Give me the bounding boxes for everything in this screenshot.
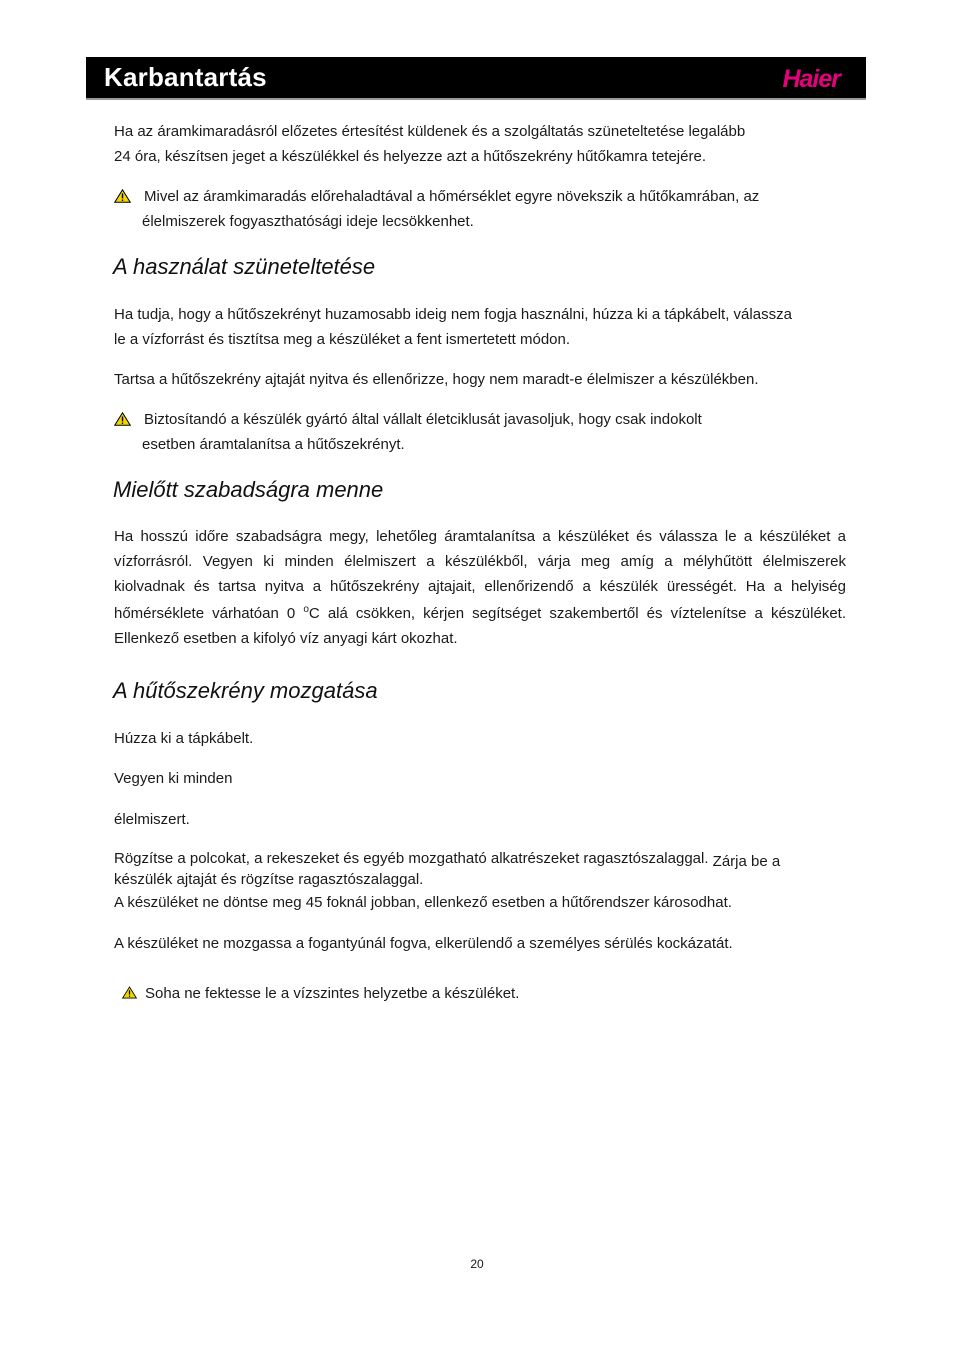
intro-paragraph: Ha az áramkimaradásról előzetes értesítést küldenek és a szolgáltatás szüneteltetése legalább 24 óra, készítsen jeget a készülékkel és helyezze azt a hűtőszekrény hűtőkamra tetejére.	[114, 123, 746, 165]
haier-logo: Haier	[782, 65, 840, 93]
moving-step-5: A készüléket ne döntse meg 45 foknál jobban, ellenkező esetben a hűtőrendszer károsodhat.	[114, 894, 732, 911]
moving-step-3: élelmiszert.	[114, 811, 190, 828]
moving-step-6: A készüléket ne mozgassa a fogantyúnál fogva, elkerülendő a személyes sérülés kockázatát.	[114, 935, 733, 952]
section2-paragraph: Ha hosszú időre szabadságra megy, lehetőleg áramtalanítsa a készüléket és válassza le a készüléket a vízforrásról. Vegyen ki minden élelmiszert a készülékből, várja meg amíg a mélyhűtött élelmiszerek kiolvadnak és tartsa nyitva a hűtőszekrény ajtajait, ellenőrizendő a készülék ürességét. Ha a helyiség hőmérséklete várhatóan 0 $^o$C alá csökken, kérjen segítséget szakembertől és víztelenítse a készüléket. Ellenkező esetben a kifolyó víz anyagi kárt okozhat.	[114, 528, 846, 647]
moving-step-1: Húzza ki a tápkábelt.	[114, 730, 254, 747]
warning-icon	[114, 412, 131, 426]
moving-step-2: Vegyen ki minden	[114, 770, 233, 787]
moving-step-4: Rögzítse a polcokat, a rekeszeket és egyéb mozgatható alkatrészeket ragasztószalaggal. Zárja be a készülék ajtaját és rögzítse ragasztószalaggal.	[114, 850, 781, 888]
section1-paragraph-2: Tartsa a hűtőszekrény ajtaját nyitva és ellenőrizze, hogy nem maradt-e élelmiszer a készülékben.	[114, 371, 759, 388]
page-header	[86, 57, 866, 100]
section1-paragraph-1: Ha tudja, hogy a hűtőszekrényt huzamosabb ideig nem fogja használni, húzza ki a tápkábelt, válassza le a vízforrást és tisztítsa meg a készüléket a fent ismertetett módon.	[114, 306, 792, 348]
section-heading-pause-use: A használat szüneteltetése	[113, 254, 376, 279]
warning-note-1: Mivel az áramkimaradás előrehaladtával a hőmérséklet egyre növekszik a hűtőkamrában, az élelmiszerek fogyaszthatósági ideje lecsökkenhet.	[114, 184, 846, 234]
page-number: 20	[470, 1257, 484, 1271]
warning-icon	[114, 189, 131, 203]
warning-note-3: Soha ne fektesse le a vízszintes helyzetbe a készüléket.	[122, 981, 854, 1006]
section-heading-moving: A hűtőszekrény mozgatása	[113, 678, 378, 703]
section-heading-vacation: Mielőtt szabadságra menne	[113, 477, 384, 502]
warning-icon	[122, 986, 137, 999]
warning-note-2: Biztosítandó a készülék gyártó által vállalt életciklusát javasoljuk, hogy csak indokolt esetben áramtalanítsa a hűtőszekrényt.	[114, 407, 846, 457]
page-title: Karbantartás	[104, 62, 267, 92]
